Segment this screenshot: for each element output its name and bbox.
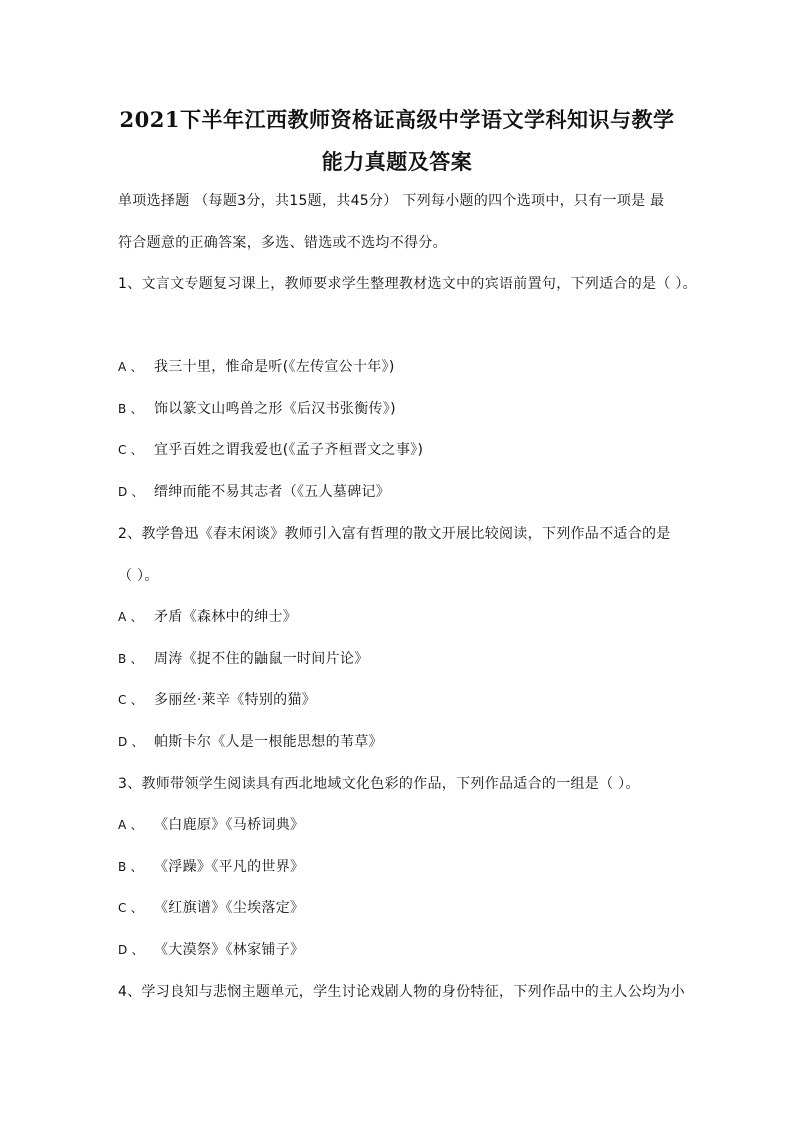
question-2-stem: 2、教学鲁迅《春末闲谈》教师引入富有哲理的散文开展比较阅读，下列作品不适合的是 bbox=[118, 526, 671, 542]
option-text: 《浮躁》《平凡的世界》 bbox=[154, 859, 305, 875]
document-title-line-2: 能力真题及答案 bbox=[321, 149, 473, 174]
question-1-option-d bbox=[118, 483, 390, 501]
question-2-option-c bbox=[118, 691, 316, 709]
option-letter: C 、 bbox=[118, 693, 144, 707]
option-text: 周涛《捉不住的鼬鼠一时间片论》 bbox=[154, 651, 369, 667]
option-text: 矛盾《森林中的绅士》 bbox=[154, 609, 297, 625]
option-letter: A 、 bbox=[118, 360, 143, 374]
question-3-option-d bbox=[118, 941, 304, 959]
option-text: 我三十里，惟命是听(《左传宣公十年》) bbox=[154, 359, 395, 375]
instructions-line-2: 符合题意的正确答案，多选、错选或不选均不得分。 bbox=[118, 235, 447, 251]
question-3-option-c bbox=[118, 899, 304, 917]
option-letter: A 、 bbox=[118, 610, 143, 624]
question-3-option-a bbox=[118, 816, 304, 834]
question-1-option-a bbox=[118, 358, 395, 376]
option-text: 缙绅而能不易其志者（《五人墓碑记》 bbox=[154, 484, 391, 500]
question-4-stem: 4、学习良知与悲悯主题单元，学生讨论戏剧人物的身份特征，下列作品中的主人公均为小 bbox=[118, 984, 685, 1000]
option-text: 饰以篆文山鸣兽之形《后汉书张衡传》) bbox=[154, 401, 396, 417]
option-letter: B 、 bbox=[118, 402, 143, 416]
option-text: 宜乎百姓之谓我爱也(《孟子齐桓晋文之事》) bbox=[154, 442, 424, 458]
option-letter: B 、 bbox=[118, 652, 143, 666]
option-letter: B 、 bbox=[118, 860, 143, 874]
question-1-option-c bbox=[118, 441, 423, 459]
option-text: 《大漠祭》《林家铺子》 bbox=[154, 942, 305, 958]
option-text: 帕斯卡尔《人是一根能思想的苇草》 bbox=[154, 734, 383, 750]
document-title-line-1: 2021下半年江西教师资格证高级中学语文学科知识与教学 bbox=[119, 107, 675, 132]
option-letter: A 、 bbox=[118, 818, 143, 832]
question-2-option-d bbox=[118, 733, 383, 751]
question-2-option-b bbox=[118, 650, 369, 668]
question-3-stem: 3、教师带领学生阅读具有西北地域文化色彩的作品，下列作品适合的一组是（ ）。 bbox=[118, 776, 640, 792]
option-text: 《红旗谱》《尘埃落定》 bbox=[154, 900, 305, 916]
question-3-option-b bbox=[118, 858, 304, 876]
question-2-option-a bbox=[118, 608, 297, 626]
option-text: 《白鹿原》《马桥词典》 bbox=[154, 817, 305, 833]
option-letter: D 、 bbox=[118, 735, 144, 749]
option-letter: D 、 bbox=[118, 485, 144, 499]
option-letter: D 、 bbox=[118, 943, 144, 957]
question-1-option-b bbox=[118, 400, 396, 418]
question-1-stem: 1、文言文专题复习课上，教师要求学生整理教材选文中的宾语前置句，下列适合的是（ ）。 bbox=[118, 276, 697, 292]
instructions-line-1: 单项选择题 （每题3分，共15题，共45分） 下列每小题的四个选项中，只有一项是 最 bbox=[118, 193, 665, 209]
option-text: 多丽丝·莱辛《特别的猫》 bbox=[154, 692, 317, 708]
option-letter: C 、 bbox=[118, 901, 144, 915]
question-2-stem-continuation: （ ）。 bbox=[118, 568, 159, 584]
option-letter: C 、 bbox=[118, 443, 144, 457]
